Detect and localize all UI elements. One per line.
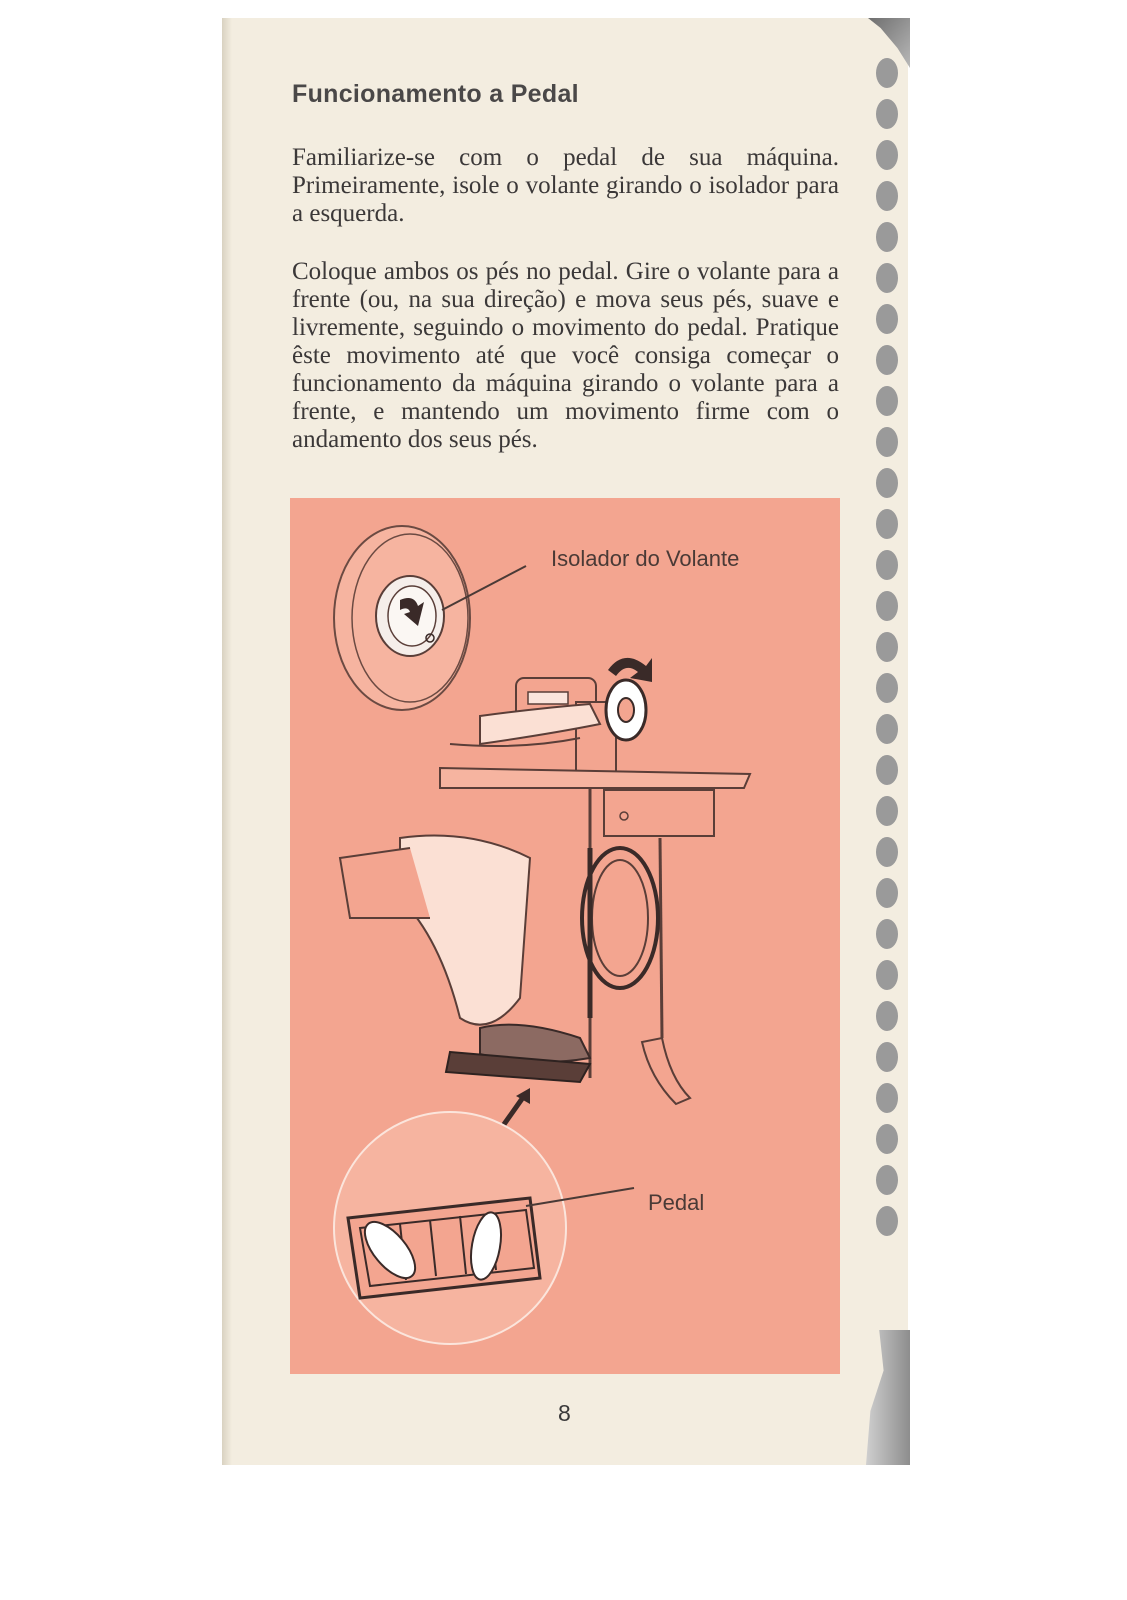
page-edge-shadow <box>222 18 232 1465</box>
binding-hole <box>876 386 898 416</box>
forward-rotation-arrow-icon <box>608 658 652 682</box>
binding-hole <box>876 509 898 539</box>
pedal-inset <box>334 1112 566 1344</box>
paragraph-instructions: Coloque ambos os pés no pedal. Gire o volante para a frente (ou, na sua direção) e mova seus pés, suave e livremente, seguindo o movimento do pedal. Pratique êste movimento até que você consiga começar o funcionamento da máquina girando o volante para a frente, e mantendo um movimento firme com o andamento dos seus pés. <box>292 258 839 453</box>
handwheel-inset <box>334 526 470 710</box>
binding-hole <box>876 345 898 375</box>
binding-hole <box>876 140 898 170</box>
binding-hole <box>876 1206 898 1236</box>
treadle-machine-illustration <box>290 498 840 1374</box>
binding-hole <box>876 99 898 129</box>
paragraph-intro: Familiarize-se com o pedal de sua máquina. Primeiramente, isole o volante girando o isolador para a esquerda. <box>292 144 839 227</box>
binding-hole <box>876 796 898 826</box>
binding-hole <box>876 550 898 580</box>
binding-hole <box>876 1165 898 1195</box>
binding-hole <box>876 263 898 293</box>
binding-hole <box>876 673 898 703</box>
binding-hole <box>876 591 898 621</box>
binding-hole <box>876 837 898 867</box>
callout-handwheel-isolator: Isolador do Volante <box>551 546 740 571</box>
binding-hole <box>876 1083 898 1113</box>
binding-hole <box>876 632 898 662</box>
binding-hole <box>876 222 898 252</box>
binding-hole <box>876 919 898 949</box>
binding-hole <box>876 181 898 211</box>
treadle-flywheel <box>582 848 690 1104</box>
binding-hole <box>876 1042 898 1072</box>
binding-hole <box>876 714 898 744</box>
callout-pedal: Pedal <box>648 1190 705 1215</box>
binding-hole <box>876 468 898 498</box>
binding-hole <box>876 878 898 908</box>
binding-hole <box>876 304 898 334</box>
binding-hole <box>876 427 898 457</box>
binding-hole <box>876 1124 898 1154</box>
binding-hole <box>876 58 898 88</box>
section-title: Funcionamento a Pedal <box>292 80 579 108</box>
legs-drawing <box>400 836 530 1025</box>
binding-hole <box>876 1001 898 1031</box>
page-number: 8 <box>558 1400 571 1426</box>
binding-hole <box>876 755 898 785</box>
binding-hole <box>876 960 898 990</box>
spiral-binding <box>866 18 910 1465</box>
illustration-drawing <box>290 498 840 1374</box>
